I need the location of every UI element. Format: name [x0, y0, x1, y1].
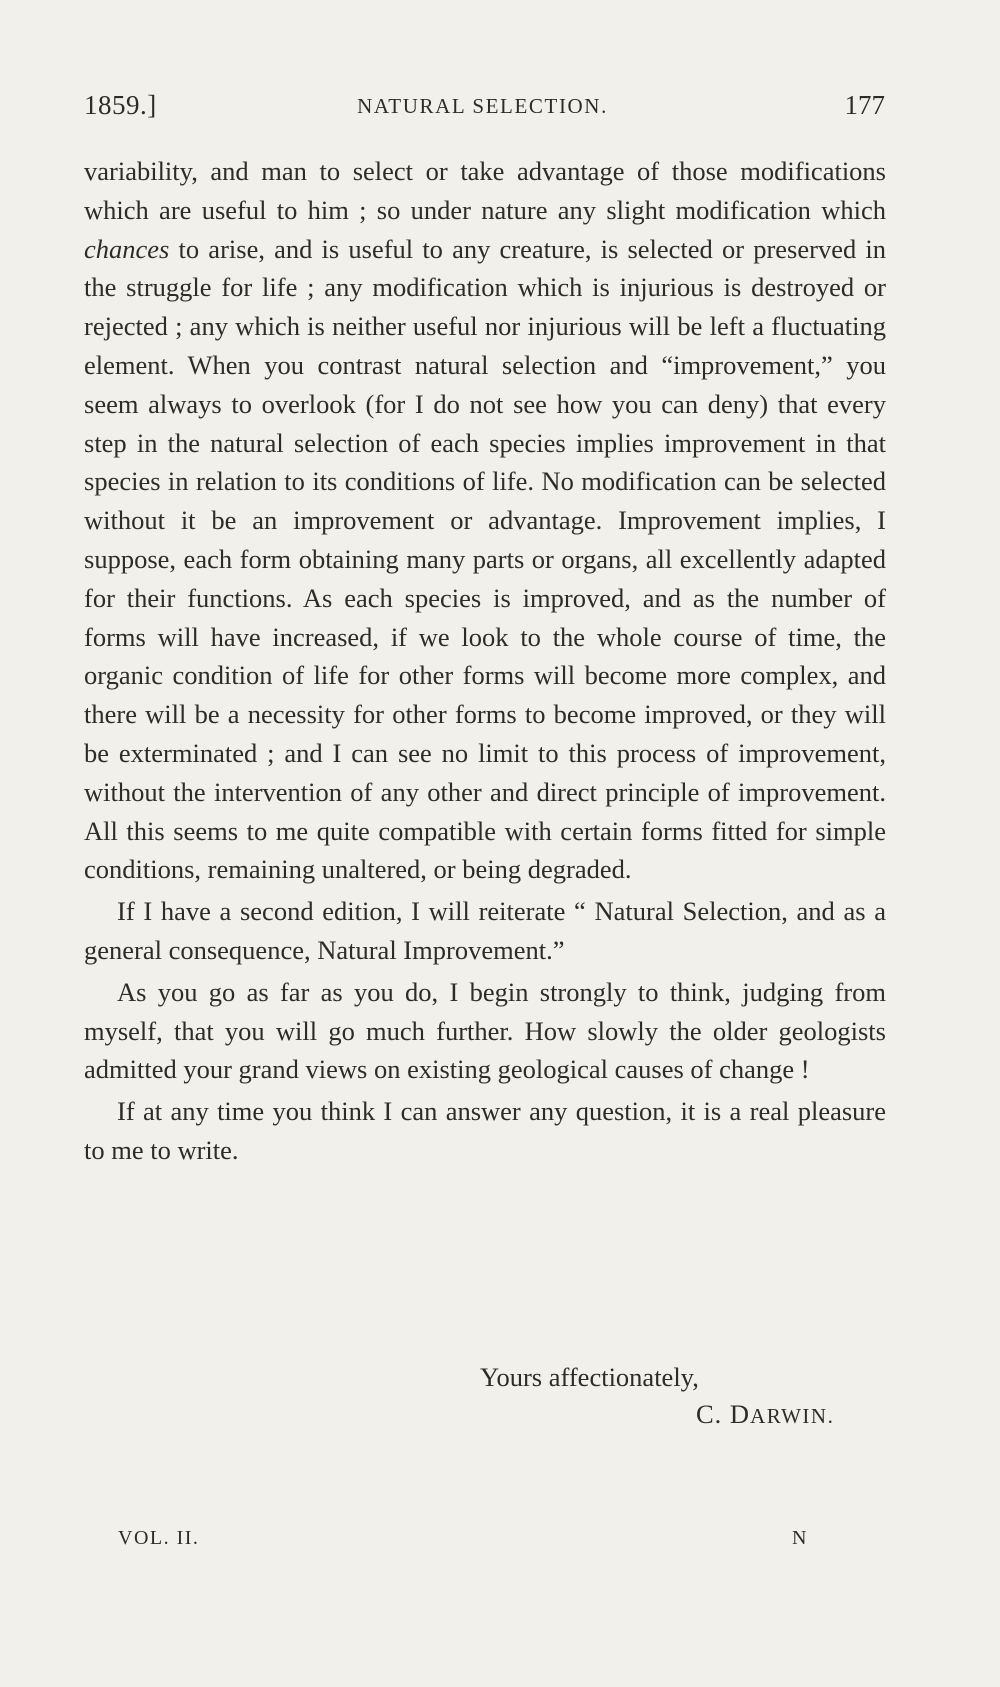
paragraph-1-start: variability, and man to select or take advantage of those modifications which are useful to him ; so under nature any slight modification which — [84, 156, 886, 225]
header-year: 1859.] — [84, 90, 157, 120]
paragraph-4: If at any time you think I can answer any question, it is a real pleasure to me to write. — [84, 1096, 886, 1165]
paragraph-1-rest: to arise, and is useful to any creature, is selected or preserved in the struggle for life ; any modification which is injurious is destroyed or rejected ; any which is neither useful nor injurious will be left a fluctuating element. When you contrast natural selection and “improvement,” you seem always to overlook (for I do not see how you can deny) that every step in the natural selection of each species implies improvement in that species in relation to its conditions of life. No modification can be selected without it be an improvement or advantage. Improvement implies, I suppose, each form obtaining many parts or organs, all excellently adapted for their functions. As each species is improved, and as the number of forms will have increased, if we look to the whole course of time, the organic condition of life for other forms will become more complex, and there will be a necessity for other forms to become improved, or they will be exterminated ; and I can see no limit to this process of improvement, without the intervention of any other and direct principle of improvement. All this seems to me quite compatible with certain forms fitted for simple conditions, remaining unaltered, or being degraded. — [84, 233, 886, 885]
signature-mark: N — [792, 1527, 808, 1549]
signature-surname: ARWIN. — [750, 1404, 835, 1428]
signature-initial: C. D — [696, 1399, 751, 1429]
italic-word: chances — [84, 233, 170, 264]
running-head — [80, 90, 885, 130]
page-number: 177 — [844, 90, 885, 120]
signature — [696, 1399, 834, 1430]
paragraph-1 — [84, 152, 886, 889]
volume-label: VOL. II. — [118, 1527, 200, 1549]
paragraph-3: As you go as far as you do, I begin strongly to think, judging from myself, that you will go much further. How slowly the older geologists admitted your grand views on existing geological causes of change ! — [84, 976, 886, 1085]
header-title: NATURAL SELECTION. — [357, 94, 608, 118]
paragraph-2: If I have a second edition, I will reiterate “ Natural Selection, and as a general consequence, Natural Improvement.” — [84, 896, 886, 965]
letter-body — [84, 152, 886, 1170]
closing-salutation: Yours affectionately, — [480, 1362, 699, 1392]
